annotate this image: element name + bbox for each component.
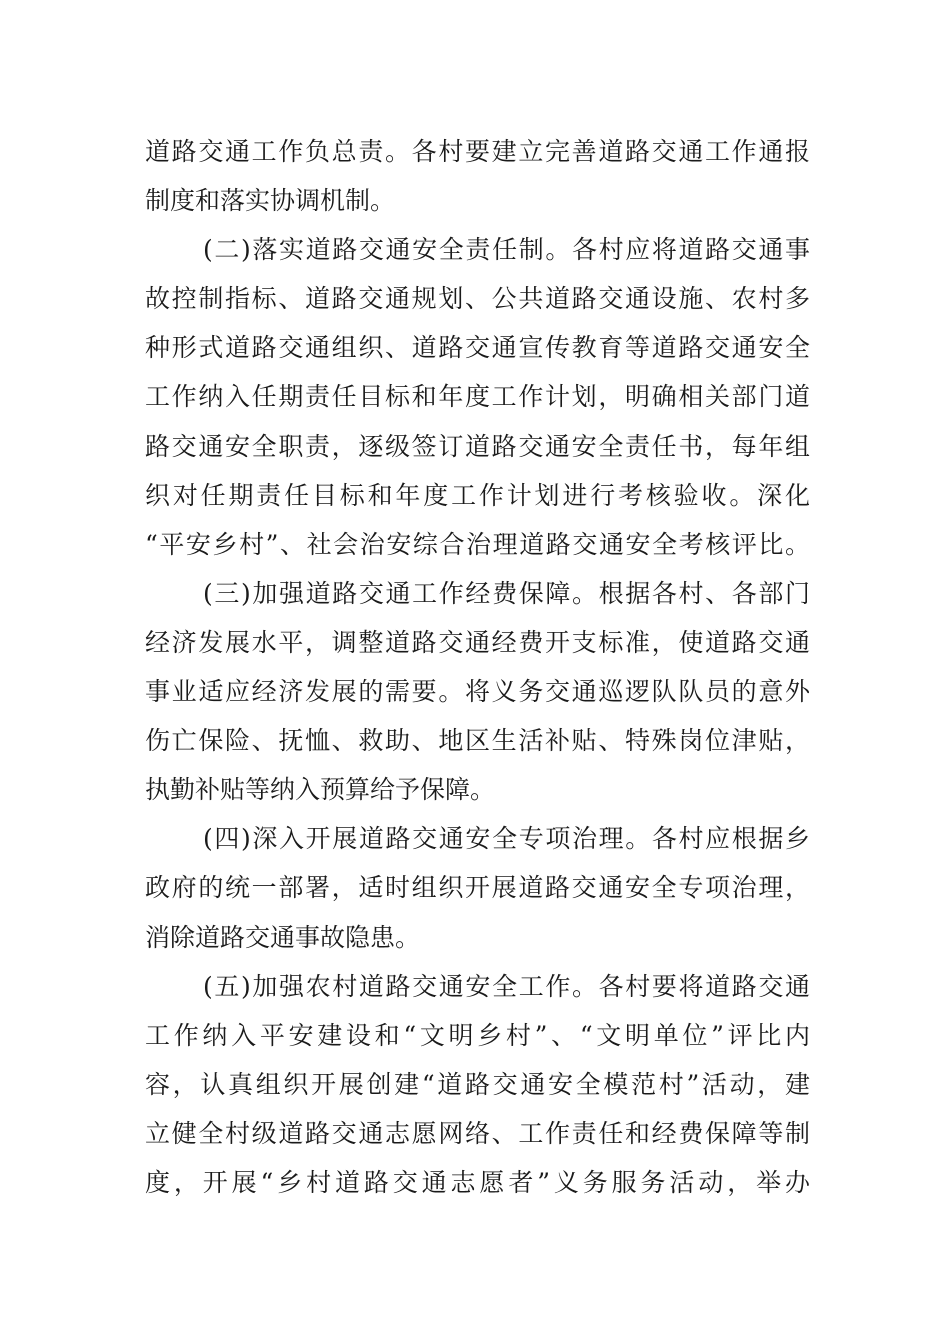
text-line: 路交通安全职责，逐级签订道路交通安全责任书，每年组 <box>145 431 810 461</box>
text-line: 织对任期责任目标和年度工作计划进行考核验收。深化 <box>145 480 810 510</box>
text-line: 政府的统一部署，适时组织开展道路交通安全专项治理， <box>145 873 810 903</box>
text-line: 制度和落实协调机制。 <box>145 186 396 216</box>
text-line: 事业适应经济发展的需要。将义务交通巡逻队队员的意外 <box>145 677 810 707</box>
text-line: 立健全村级道路交通志愿网络、工作责任和经费保障等制 <box>145 1118 810 1148</box>
document-body <box>145 127 810 1207</box>
text-line: 工作纳入平安建设和“文明乡村”、“文明单位”评比内 <box>145 1020 810 1050</box>
text-line: 消除道路交通事故隐患。 <box>145 922 421 952</box>
paragraph-heading-line: (三)加强道路交通工作经费保障。根据各村、各部门 <box>203 578 810 608</box>
paragraph-heading-line: (四)深入开展道路交通安全专项治理。各村应根据乡 <box>203 824 810 854</box>
text-line: 道路交通工作负总责。各村要建立完善道路交通工作通报 <box>145 137 810 166</box>
paragraph-heading-line: (五)加强农村道路交通安全工作。各村要将道路交通 <box>203 971 810 1001</box>
text-line: 容，认真组织开展创建“道路交通安全模范村”活动，建 <box>145 1069 810 1099</box>
text-line: 经济发展水平，调整道路交通经费开支标准，使道路交通 <box>145 627 810 657</box>
text-line: 度，开展“乡村道路交通志愿者”义务服务活动，举办 <box>145 1167 810 1197</box>
text-line: 种形式道路交通组织、道路交通宣传教育等道路交通安全 <box>145 333 810 363</box>
paragraph-heading-line: (二)落实道路交通安全责任制。各村应将道路交通事 <box>203 235 810 265</box>
text-line: 故控制指标、道路交通规划、公共道路交通设施、农村多 <box>145 284 810 314</box>
text-line: “平安乡村”、社会治安综合治理道路交通安全考核评比。 <box>145 529 810 559</box>
text-line: 执勤补贴等纳入预算给予保障。 <box>145 775 496 805</box>
text-line: 伤亡保险、抚恤、救助、地区生活补贴、特殊岗位津贴， <box>145 726 810 756</box>
text-line: 工作纳入任期责任目标和年度工作计划，明确相关部门道 <box>145 382 810 412</box>
